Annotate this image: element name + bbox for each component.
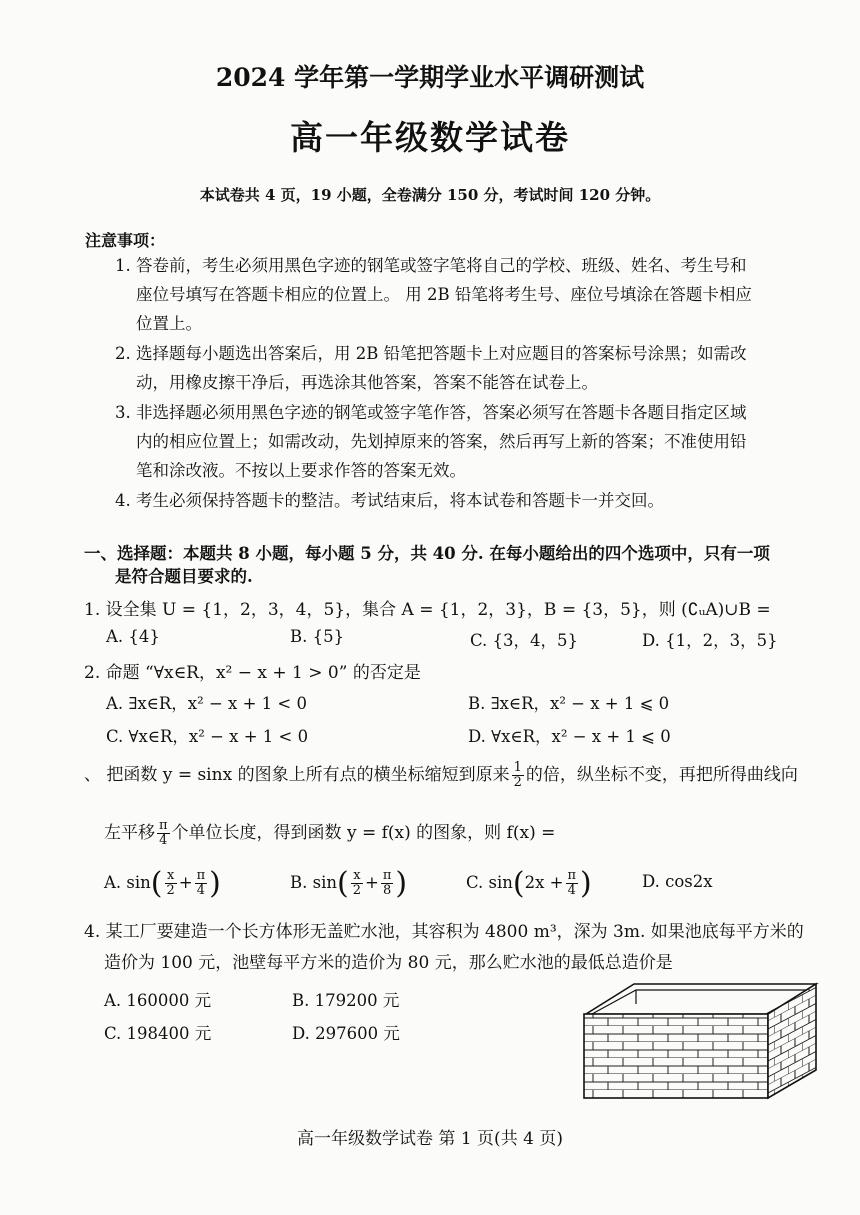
- notice-line: 内的相应位置上；如需改动，先划掉原来的答案，然后再写上新的答案；不准使用铅: [136, 432, 747, 451]
- exam-subtitle: 2024 学年第一学期学业水平调研测试: [215, 63, 645, 92]
- question-4-option-b: B. 179200 元: [292, 991, 400, 1010]
- question-3-option-b: B. sin( $\frac{x}{2}$ + $\frac{\pi}{8}$ ): [290, 866, 408, 901]
- question-4-option-a: A. 160000 元: [104, 991, 212, 1010]
- question-1-stem: 1. 设全集 U = {1，2，3，4，5}，集合 A = {1，2，3}，B = {3，5}，则 (∁ᵤA)∪B =: [84, 600, 771, 620]
- page-footer: 高一年级数学试卷 第 1 页(共 4 页): [297, 1129, 563, 1149]
- question-3-option-d: D. cos2x: [642, 872, 713, 891]
- water-tank-illustration: [578, 978, 824, 1102]
- question-3-prefix: 、 把函数 y = sinx 的图象上所有点的横坐标缩短到原来: [84, 765, 510, 785]
- notice-heading: 注意事项：: [85, 231, 166, 250]
- question-1-option-c: C. {3，4，5}: [470, 631, 579, 650]
- question-4-option-c: C. 198400 元: [104, 1024, 212, 1043]
- notice-line: 座位号填写在答题卡相应的位置上。 用 2B 铅笔将考生号、座位号填涂在答题卡相应: [136, 285, 752, 304]
- question-1-option-b: B. {5}: [290, 627, 345, 646]
- question-2-option-c: C. ∀x∈R，x² − x + 1 < 0: [106, 727, 309, 746]
- notice-line: 3. 非选择题必须用黑色字迹的钢笔或签字笔作答，答案必须写在答题卡各题目指定区域: [115, 403, 747, 422]
- section-heading-cont: 是符合题目要求的.: [115, 567, 253, 586]
- fraction-one-half: $\frac{1}{2}$: [513, 760, 522, 790]
- notice-line: 4. 考生必须保持答题卡的整洁。考试结束后，将本试卷和答题卡一并交回。: [115, 491, 664, 510]
- section-heading: 一、选择题：本题共 8 小题，每小题 5 分，共 40 分. 在每小题给出的四个选项中，只有一项: [84, 544, 770, 563]
- notice-line: 2. 选择题每小题选出答案后，用 2B 铅笔把答题卡上对应题目的答案标号涂黑；如需改: [115, 344, 747, 363]
- question-4-option-d: D. 297600 元: [292, 1024, 400, 1043]
- notice-line: 笔和涂改液。不按以上要求作答的答案无效。: [136, 461, 466, 480]
- question-3-line-1: [84, 760, 798, 790]
- notice-line: 位置上。: [136, 314, 202, 333]
- notice-line: 1. 答卷前，考生必须用黑色字迹的钢笔或签字笔将自己的学校、班级、姓名、考生号和: [115, 256, 747, 275]
- question-3-suffix: 的倍，纵坐标不变，再把所得曲线向: [525, 765, 798, 785]
- question-4-line-2: 造价为 100 元，池壁每平方米的造价为 80 元，那么贮水池的最低总造价是: [104, 953, 673, 973]
- question-3-line-2: 左平移 $\frac{\pi}{4}$ 个单位长度，得到函数 y = f(x) 的图象，则 f(x) =: [104, 818, 556, 848]
- exam-title: 高一年级数学试卷: [290, 118, 570, 157]
- notice-line: 动，用橡皮擦干净后，再选涂其他答案，答案不能答在试卷上。: [136, 373, 598, 392]
- question-2-option-a: A. ∃x∈R，x² − x + 1 < 0: [106, 694, 307, 713]
- question-1-option-d: D. {1，2，3，5}: [642, 631, 778, 650]
- exam-info: 本试卷共 4 页，19 小题，全卷满分 150 分，考试时间 120 分钟。: [199, 186, 661, 204]
- fraction-pi-over-4: $\frac{\pi}{4}$: [159, 818, 168, 848]
- question-3-option-c: C. sin(2x + $\frac{\pi}{4}$ ): [466, 866, 592, 901]
- question-3-option-a: A. sin( $\frac{x}{2}$ + $\frac{\pi}{4}$ ): [104, 866, 221, 901]
- question-1-option-a: A. {4}: [106, 627, 160, 646]
- question-2-stem: 2. 命题 “∀x∈R，x² − x + 1 > 0” 的否定是: [84, 663, 421, 683]
- question-2-option-b: B. ∃x∈R，x² − x + 1 ⩽ 0: [468, 694, 670, 713]
- question-4-line-1: 4. 某工厂要建造一个长方体形无盖贮水池，其容积为 4800 m³，深为 3m. 如果池底每平方米的: [84, 922, 804, 942]
- question-2-option-d: D. ∀x∈R，x² − x + 1 ⩽ 0: [468, 727, 671, 746]
